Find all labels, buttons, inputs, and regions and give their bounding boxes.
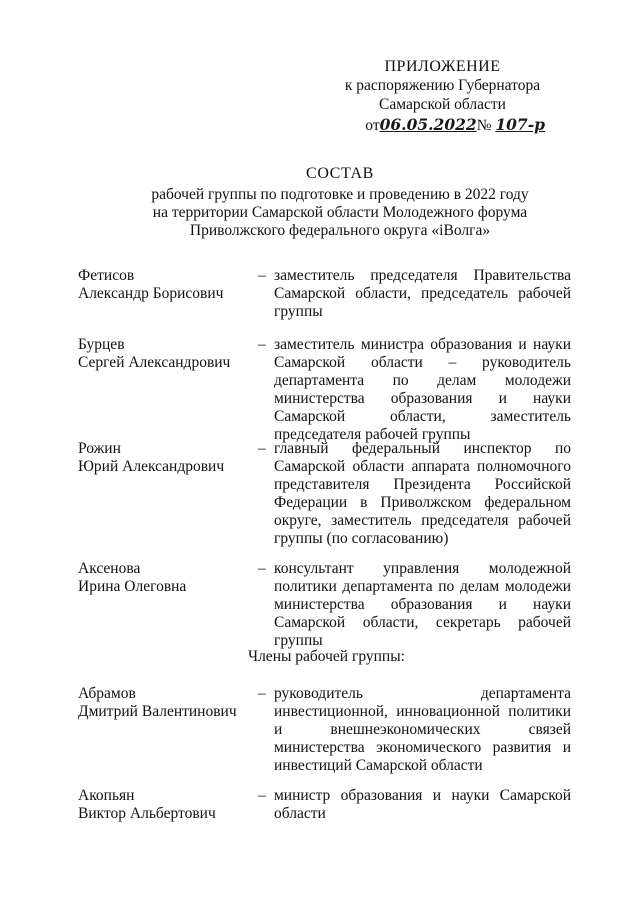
dash: – [258,787,266,804]
person-surname: Фетисов [78,267,135,284]
annex-line-1: к распоряжению Губернатора [344,77,541,94]
annex-title: ПРИЛОЖЕНИЕ [384,58,501,75]
dash: – [258,440,266,457]
person-given-name: Дмитрий Валентинович [78,703,237,720]
date-prefix: от [365,117,380,134]
handwritten-number: 107-р [495,115,545,134]
person-surname: Абрамов [78,685,136,702]
person-role: заместитель министра образования и науки Самарской области – руководитель департамента по делам молодежи министерства образования и науки Самарской области, заместитель председателя рабочей группы [274,336,571,443]
heading-line-2: на территории Самарской области Молодежного форума [152,204,528,221]
person-given-name: Сергей Александрович [78,354,231,371]
person-name [78,267,258,303]
person-role: главный федеральный инспектор по Самарской области аппарата полномочного представителя Президента Российской Федерации в Приволжском федеральном округе, заместитель председателя рабочей группы (по согласованию) [274,440,571,547]
person-role: консультант управления молодежной политики департамента по делам молодежи министерства образования и науки Самарской области, секретарь рабочей группы [274,560,571,649]
dash: – [258,267,266,284]
handwritten-date: 06.05.2022 [379,115,477,134]
person-given-name: Александр Борисович [78,285,224,302]
person-surname: Бурцев [78,336,125,353]
heading-line-1: рабочей группы по подготовке и проведению в 2022 году [151,186,529,203]
dash: – [258,685,266,702]
members-heading: Члены рабочей группы: [248,648,405,665]
person-name [78,440,258,476]
number-prefix: № [476,117,492,134]
person-role: заместитель председателя Правительства Самарской области, председатель рабочей группы [274,267,571,320]
person-name [78,336,258,372]
person-surname: Акопьян [78,787,135,804]
person-given-name: Юрий Александрович [78,458,225,475]
heading-line-3: Приволжского федерального округа «iВолга» [189,222,491,239]
person-surname: Рожин [78,440,121,457]
person-name [78,787,258,823]
annex-line-2: Самарской области [379,96,506,113]
dash: – [258,336,266,353]
person-given-name: Ирина Олеговна [78,578,187,595]
person-given-name: Виктор Альбертович [78,805,216,822]
person-name [78,560,258,596]
annex-block [340,57,545,135]
person-role: руководитель департамента инвестиционной, инновационной политики и внешнеэкономических связей министерства экономического развития и инвестиций Самарской области [274,685,571,774]
annex-date-line [340,115,545,135]
document-heading [60,165,620,240]
heading-title: СОСТАВ [306,165,374,182]
person-surname: Аксенова [78,560,141,577]
dash: – [258,560,266,577]
person-name [78,685,258,721]
person-role: министр образования и науки Самарской области [274,787,571,822]
